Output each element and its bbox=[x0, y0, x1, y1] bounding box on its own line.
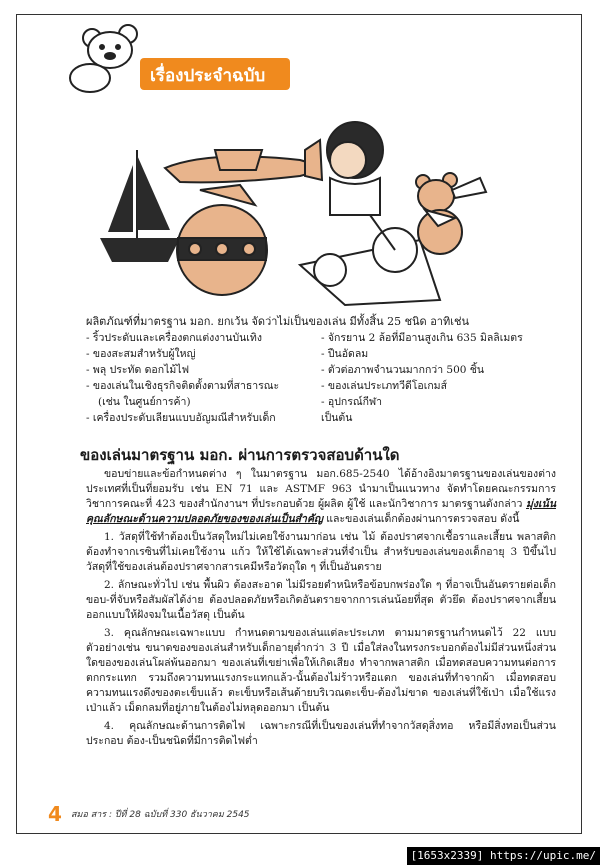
list-item: - จักรยาน 2 ล้อที่มีอานสูงเกิน 635 มิลลิเมตร bbox=[321, 332, 523, 344]
list-item: - ตัวต่อภาพจำนวนมากกว่า 500 ชิ้น bbox=[321, 364, 485, 376]
paragraph-specific: 3. คุณลักษณะเฉพาะแบบ กำหนดตามของเล่นแต่ละประเภท ตามมาตรฐานกำหนดไว้ 22 แบบ ตัวอย่างเช่น ขนาดของของเล่นสำหรับเด็กอายุต่ำกว่า 3 ปี เมื่อใส่ลงในทรงกระบอกต้องไม่มีส่วนหนึ่งส่วนใดของของเล่นโผล่พ้นออกมา ของเล่นที่เขย่าเพื่อให้เกิดเสียง ทำจากพลาสติก เมื่อทดสอบความทนต่อการตกกระแทก รวมถึงความทนแรงกระแทกแล้ว-นั้นต้องไม่ร้าวหรือแตก ของเล่นที่ทำจากผ้า เมื่อทดสอบความทนแรงดึงของตะเข็บแล้ว ตะเข็บหรือเส้นด้ายบริเวณตะเข็บ-ต้องไม่ขาด ของเล่นที่ใช้เป่า เมื่อใช้แรงเป่าแล้ว เม็ดกลมที่อยู่ภายในต้องไม่หลุดออกมา เป็นต้น bbox=[86, 627, 556, 714]
list-item: - ของเล่นประเภทวีดีโอเกมส์ bbox=[321, 380, 448, 392]
page-number: 4 bbox=[48, 802, 62, 826]
intro-lead: ผลิตภัณฑ์ที่มาตรฐาน มอก. ยกเว้น จัดว่าไม่เป็นของเล่น มีทั้งสิ้น 25 ชนิด อาทิเช่น bbox=[86, 315, 469, 328]
list-item: (เช่น ในศูนย์การค้า) bbox=[98, 396, 191, 408]
excluded-list bbox=[86, 331, 556, 425]
article-body bbox=[86, 467, 556, 752]
airplane-icon bbox=[165, 140, 322, 205]
list-item: - ปืนอัดลม bbox=[321, 348, 369, 360]
section-heading: ของเล่นมาตรฐาน มอก. ผ่านการตรวจสอบด้านใด bbox=[80, 446, 400, 464]
paragraph-text: ขอบข่ายและข้อกำหนดต่าง ๆ ในมาตรฐาน มอก.685-2540 ได้อ้างอิงมาตรฐานของเล่นของต่างประเทศที่เป็นที่ยอมรับ เช่น EN 71 และ ASTMF 963 นำมาเป็นแนวทาง จัดทำโดยคณะกรรมการวิชาการคณะที่ 423 ของสำนักงานฯ ที่ประกอบด้วย ผู้ผลิต ผู้ใช้ และนักวิชาการ มาตรฐานดังกล่าว bbox=[86, 468, 556, 510]
footer-issue-text: สมอ สาร : ปีที่ 28 ฉบับที่ 330 ธันวาคม 2545 bbox=[71, 810, 250, 820]
page-footer bbox=[48, 802, 250, 826]
list-item: - ของสะสมสำหรับผู้ใหญ่ bbox=[86, 348, 196, 360]
list-item: - อุปกรณ์กีฬา bbox=[321, 396, 383, 408]
section-banner bbox=[140, 58, 290, 90]
image-source-tag: [1653x2339] https://upic.me/ bbox=[407, 847, 600, 865]
paragraph-general: 2. ลักษณะทั่วไป เช่น พื้นผิว ต้องสะอาด ไม่มีรอยตำหนิหรือข้อบกพร่องใด ๆ ที่อาจเป็นอันตรายต่อเด็ก ขอบ-ที่จับหรือสัมผัสได้ง่าย ต้องปลอดภัยหรือเกิดอันตรายจากการเล่นน้อยที่สุด ตัวยึด ต้องปราศจากเสี้ยน ออกแบบให้ฝังจมในเนื้อวัสดุ เป็นต้น bbox=[86, 579, 556, 621]
teddy-bear-icon bbox=[416, 173, 486, 254]
ball-icon bbox=[177, 205, 267, 295]
excluded-products-intro bbox=[86, 315, 556, 425]
paragraph-intro bbox=[86, 467, 556, 527]
list-item: - ของเล่นในเชิงธุรกิจติดตั้งตามที่สาธารณะ bbox=[86, 380, 280, 392]
banner-title: เรื่องประจำฉบับ bbox=[150, 66, 266, 86]
list-item: - พลุ ประทัด ดอกไม้ไฟ bbox=[86, 364, 190, 376]
list-item: - ริ้วประดับและเครื่องตกแต่งงานบันเทิง bbox=[86, 332, 262, 344]
emphasis-text: มุ่งเน้นคุณลักษณะด้านความปลอดภัยของของเล่นเป็นสำคัญ bbox=[86, 498, 556, 525]
bear-logo-icon bbox=[70, 25, 137, 92]
list-item: - เครื่องประดับเลียนแบบอัญมณีสำหรับเด็ก bbox=[86, 412, 276, 424]
paragraph-text-end: และของเล่นเด็กต้องผ่านการตรวจสอบ ดังนี้ bbox=[326, 513, 520, 525]
paragraph-flammability: 4. คุณลักษณะด้านการติดไฟ เฉพาะกรณีที่เป็นของเล่นที่ทำจากวัสดุสิ่งทอ หรือมีสิ่งทอเป็นส่วนประกอบ ต้อง-เป็นชนิดที่มีการติดไฟต่ำ bbox=[86, 720, 556, 747]
list-item: เป็นต้น bbox=[321, 412, 353, 424]
paragraph-materials: 1. วัสดุที่ใช้ทำต้องเป็นวัสดุใหม่ไม่เคยใช้งานมาก่อน เช่น ไม้ ต้องปราศจากเชื้อราและเสี้ยน พลาสติก ต้องทำจากเรซินที่ไม่เคยใช้งาน แก้ว ให้ใช้ได้เฉพาะส่วนที่จำเป็น สำหรับของเล่นของเด็กอายุ 3 ปีขึ้นไป วัสดุที่ใช้ของเล่นต้องปราศจากสารเคมีหรือวัตถุใด ๆ ที่เป็นอันตราย bbox=[86, 531, 556, 573]
